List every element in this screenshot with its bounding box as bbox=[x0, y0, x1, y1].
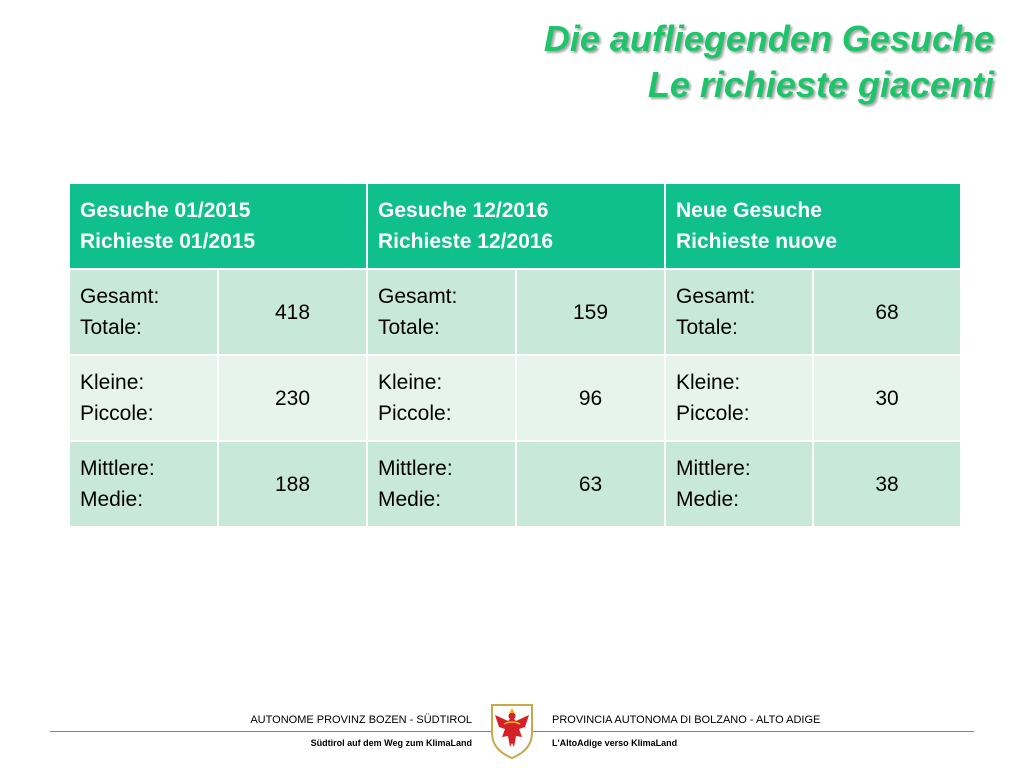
value-cell-new: 38 bbox=[813, 441, 961, 527]
value-cell-2015: 230 bbox=[218, 355, 367, 441]
table-header-row bbox=[69, 183, 961, 269]
row-label-cell bbox=[367, 269, 516, 355]
row-label-german: Gesamt: bbox=[676, 285, 756, 308]
header-cell-2016 bbox=[367, 183, 665, 269]
value-cell-2015: 188 bbox=[218, 441, 367, 527]
row-label-cell bbox=[665, 355, 813, 441]
row-label-italian: Medie: bbox=[676, 488, 740, 511]
value-cell-2016: 96 bbox=[516, 355, 665, 441]
value-cell-new: 68 bbox=[813, 269, 961, 355]
row-label-german: Gesamt: bbox=[80, 285, 160, 308]
header-label-italian: Richieste nuove bbox=[676, 230, 838, 253]
row-label-cell bbox=[367, 355, 516, 441]
value-cell-2016: 159 bbox=[516, 269, 665, 355]
row-label-italian: Medie: bbox=[378, 488, 442, 511]
header-cell-2015 bbox=[69, 183, 367, 269]
table-row-medium bbox=[69, 441, 961, 527]
row-label-cell bbox=[69, 441, 218, 527]
footer-slogan-italian: L'AltoAdige verso KlimaLand bbox=[552, 738, 678, 748]
footer-province-italian: PROVINCIA AUTONOMA DI BOLZANO - ALTO ADIGE bbox=[552, 714, 821, 726]
header-label-german: Gesuche 01/2015 bbox=[80, 199, 251, 222]
header-label-german: Neue Gesuche bbox=[676, 199, 822, 222]
row-label-cell bbox=[665, 441, 813, 527]
title-line-german: Die aufliegenden Gesuche bbox=[543, 18, 994, 59]
slide-title bbox=[294, 16, 994, 108]
value-cell-2016: 63 bbox=[516, 441, 665, 527]
footer-slogan-german: Südtirol auf dem Weg zum KlimaLand bbox=[310, 738, 472, 748]
row-label-cell bbox=[69, 269, 218, 355]
row-label-german: Kleine: bbox=[80, 371, 145, 394]
row-label-cell bbox=[665, 269, 813, 355]
row-label-italian: Medie: bbox=[80, 488, 144, 511]
row-label-cell bbox=[69, 355, 218, 441]
row-label-german: Mittlere: bbox=[676, 457, 751, 480]
title-line-italian: Le richieste giacenti bbox=[647, 64, 994, 105]
row-label-german: Mittlere: bbox=[80, 457, 155, 480]
value-cell-new: 30 bbox=[813, 355, 961, 441]
header-label-italian: Richieste 01/2015 bbox=[80, 230, 256, 253]
row-label-italian: Piccole: bbox=[676, 402, 750, 425]
row-label-german: Kleine: bbox=[676, 371, 741, 394]
coat-of-arms-eagle-icon bbox=[489, 703, 535, 759]
row-label-italian: Piccole: bbox=[80, 402, 154, 425]
table-row-total bbox=[69, 269, 961, 355]
value-cell-2015: 418 bbox=[218, 269, 367, 355]
row-label-german: Mittlere: bbox=[378, 457, 453, 480]
row-label-italian: Totale: bbox=[676, 316, 738, 339]
table-row-small bbox=[69, 355, 961, 441]
footer-province-german: AUTONOME PROVINZ BOZEN - SÜDTIROL bbox=[250, 714, 472, 726]
header-label-german: Gesuche 12/2016 bbox=[378, 199, 549, 222]
header-cell-new bbox=[665, 183, 961, 269]
row-label-german: Gesamt: bbox=[378, 285, 458, 308]
row-label-italian: Piccole: bbox=[378, 402, 452, 425]
requests-table bbox=[68, 182, 962, 528]
row-label-italian: Totale: bbox=[80, 316, 142, 339]
row-label-cell bbox=[367, 441, 516, 527]
header-label-italian: Richieste 12/2016 bbox=[378, 230, 554, 253]
row-label-italian: Totale: bbox=[378, 316, 440, 339]
row-label-german: Kleine: bbox=[378, 371, 443, 394]
